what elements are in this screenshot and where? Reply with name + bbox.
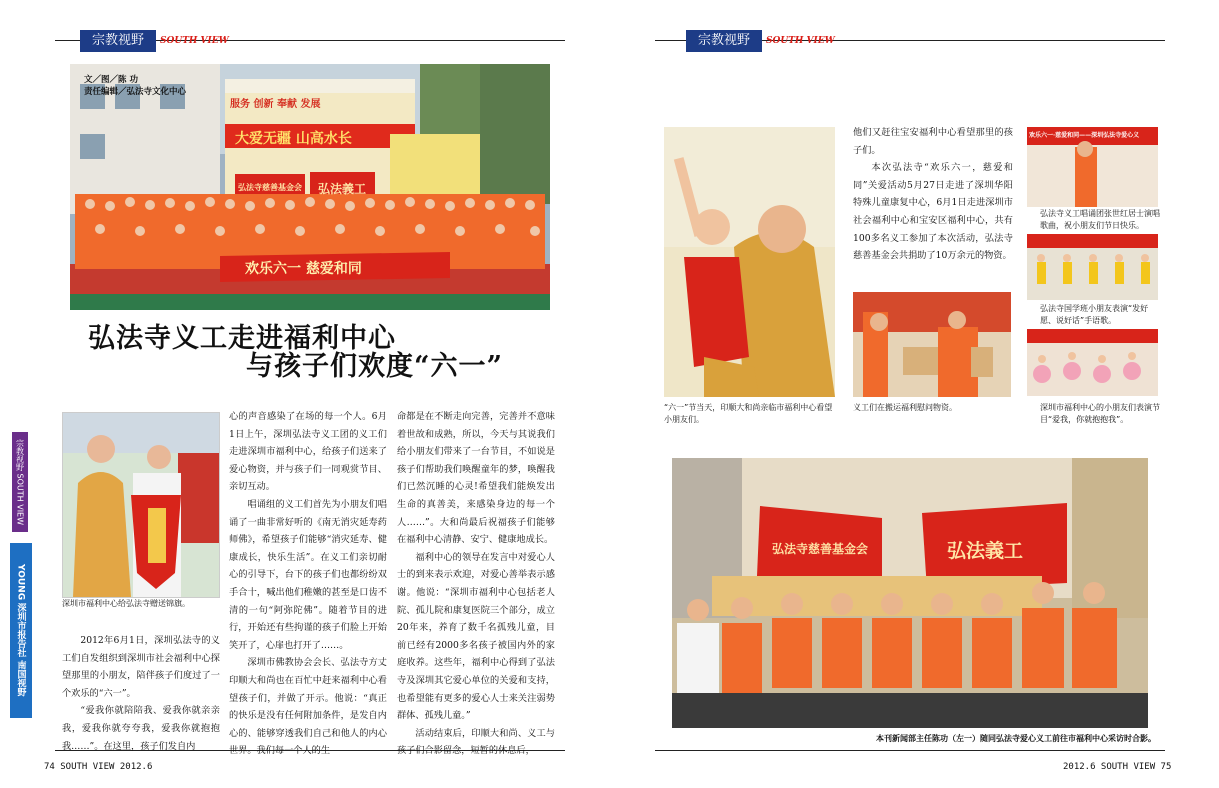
hero-group-photo xyxy=(70,64,550,310)
group-banner-left: 弘法寺慈善基金会 xyxy=(772,542,869,556)
sign-language-photo-art xyxy=(1027,234,1158,300)
singer-caption: 弘法寺义工唱诵团张世红居士演唱歌曲，祝小朋友们节日快乐。 xyxy=(1040,209,1160,230)
hero-sign-banner: 大爱无疆 山高水长 xyxy=(235,131,352,147)
right-col-para-2: 本次弘法寺“欢乐六一，慈爱和同”关爱活动5月27日走进了深圳华阳特殊儿童康复中心，6月1日走进深圳市社会福利中心和宝安区福利中心，共有100多名义工参加了本次活动，弘法寺慈善基金会共捐助了10万余元的物资。 xyxy=(853,162,1013,262)
hero-banner-right: 弘法義工 xyxy=(318,182,367,196)
left-folio: 74 SOUTH VIEW 2012.6 xyxy=(44,762,153,772)
volunteer-group-photo xyxy=(672,458,1148,728)
left-section-header xyxy=(80,30,229,52)
sign-language-caption: 弘法寺国学班小朋友表演“发好愿、说好话”手语歌。 xyxy=(1040,304,1149,325)
col3-para-1: 命都是在不断走向完善，完善并不意味着世故和成熟，所以，今天与其说我们给小朋友们带来了一台节目，不如说是孩子们帮助我们唤醒童年的梦，唤醒我们已然沉睡的心灵!希望我们能焕发出生命的真善美，来感染身边的每一个人……”。大和尚最后祝福孩子们能够在福利中心清静、安宁、健康地成长。 xyxy=(397,411,555,546)
stage-banner-text: 欢乐六一·慈爱和同——深圳弘法寺爱心义 xyxy=(1029,132,1140,139)
col2-para-1: 心的声音感染了在场的每一个人。6月1日上午，深圳弘法寺义工团的义工们走进深圳市福利中心，给孩子们送来了爱心物资，并与孩子们一同观赏节目、亲切互动。 xyxy=(229,411,387,493)
volunteer-group-photo-art xyxy=(672,458,1148,728)
hero-sign-top: 服务 创新 奉献 发展 xyxy=(230,99,321,110)
hero-banner-floor: 欢乐六一 慈爱和同 xyxy=(245,261,362,277)
col3-para-2: 福利中心的领导在发言中对爱心人士的到来表示欢迎，对爱心善举表示感谢。他说：“深圳市福利中心包括老人院、孤儿院和康复医院三个部分，成立20年来，养育了数千名孤残儿童，目前已经有2000多名孩子被国内外的家庭收养。这些年，福利中心得到了弘法寺及深圳其它爱心单位的关爱和支持，也希望能有更多的爱心人士来关注弱势群体、孤残儿童。” xyxy=(397,551,555,722)
col2-para-3: 深圳市佛教协会会长、弘法寺方丈印顺大和尚也在百忙中赶来福利中心看望孩子们，并做了开示。他说：“真正的快乐是没有任何附加条件，是发自内心的、能够穿透我们自己和他人的内心世界。我们每一个人的生 xyxy=(229,657,387,757)
col1-para-1: 2012年6月1日，深圳弘法寺的义工们自发组织到深圳市社会福利中心探望那里的小朋友，陪伴孩子们度过了一个欢乐的“六一”。 xyxy=(62,635,220,699)
body-column-1 xyxy=(62,632,220,750)
body-column-3 xyxy=(397,408,555,757)
brand-label: SOUTH VIEW xyxy=(160,36,229,46)
kids-show-photo-art xyxy=(1027,329,1158,396)
section-label-right: 宗教视野 xyxy=(686,30,762,52)
kids-show-photo xyxy=(1027,329,1158,396)
right-section-header xyxy=(686,30,835,52)
pennant-photo-art xyxy=(63,413,219,597)
credit-block xyxy=(84,74,186,98)
group-photo-caption: 本刊新闻部主任陈功（左一）随同弘法寺爱心义工前往市福利中心采访时合影。 xyxy=(876,734,1156,743)
hero-banner-left: 弘法寺慈善基金会 xyxy=(238,182,302,192)
right-folio: 2012.6 SOUTH VIEW 75 xyxy=(1063,762,1172,772)
kids-show-caption: 深圳市福利中心的小朋友们表演节目“爱我，你就抱抱我”。 xyxy=(1040,403,1160,424)
article-title-line2: 与孩子们欢度“六一” xyxy=(246,351,504,382)
col3-para-3: 活动结束后，印顺大和尚、义工与孩子们合影留念，短暂的休息后， xyxy=(397,727,555,757)
sign-language-photo xyxy=(1027,234,1158,300)
col1-para-2: “爱我你就陪陪我、爱我你就亲亲我，爱我你就夸夸我，爱我你就抱抱我……”。在这里，孩子们发自内 xyxy=(62,705,220,752)
body-column-2 xyxy=(229,408,387,757)
supplies-photo xyxy=(853,292,1011,397)
monk-hug-caption: “六一”节当天，印顺大和尚亲临市福利中心看望小朋友们。 xyxy=(664,403,833,424)
pennant-photo-caption: 深圳市福利中心给弘法寺赠送锦旗。 xyxy=(62,599,190,608)
article-title-line1: 弘法寺义工走进福利中心 xyxy=(88,323,396,354)
right-col-para-1: 他们又赶往宝安福利中心看望那里的孩子们。 xyxy=(853,127,1013,156)
brand-label-right: SOUTH VIEW xyxy=(766,36,835,46)
singer-photo-art xyxy=(1027,127,1158,207)
section-label: 宗教视野 xyxy=(80,30,156,52)
group-banner-right: 弘法義工 xyxy=(947,540,1024,562)
singer-photo xyxy=(1027,127,1158,207)
monk-hug-photo-art xyxy=(664,127,835,397)
side-section-tab: 宗教视野 SOUTH VIEW xyxy=(12,432,28,532)
editor-credit: 责任编辑／弘法寺文化中心 xyxy=(84,87,187,97)
monk-hug-photo xyxy=(664,127,835,397)
pennant-photo xyxy=(62,412,220,598)
right-body-column xyxy=(853,124,1013,274)
col2-para-2: 唱诵组的义工们首先为小朋友们唱诵了一曲非常好听的《南无消灾延寿药师佛》，希望孩子们能够“消灾延寿、健康成长，快乐生活”。在义工们亲切耐心的引导下，台下的孩子们也都纷纷双手合十，喊出他们稚嫩的甚至是口齿不清的一句“阿弥陀佛”。随着节目的进行，开始还有些拘谨的孩子们脸上开始笑开了，心扉也打开了……。 xyxy=(229,498,387,651)
author-credit: 文／图／陈 功 xyxy=(84,75,138,85)
supplies-photo-art xyxy=(853,292,1011,397)
supplies-caption: 义工们在搬运福利慰问物资。 xyxy=(853,403,957,412)
side-magazine-tab: YOUNG 深圳市报告社 南国视野 xyxy=(10,543,32,718)
right-page-bottom-rule xyxy=(655,750,1165,751)
